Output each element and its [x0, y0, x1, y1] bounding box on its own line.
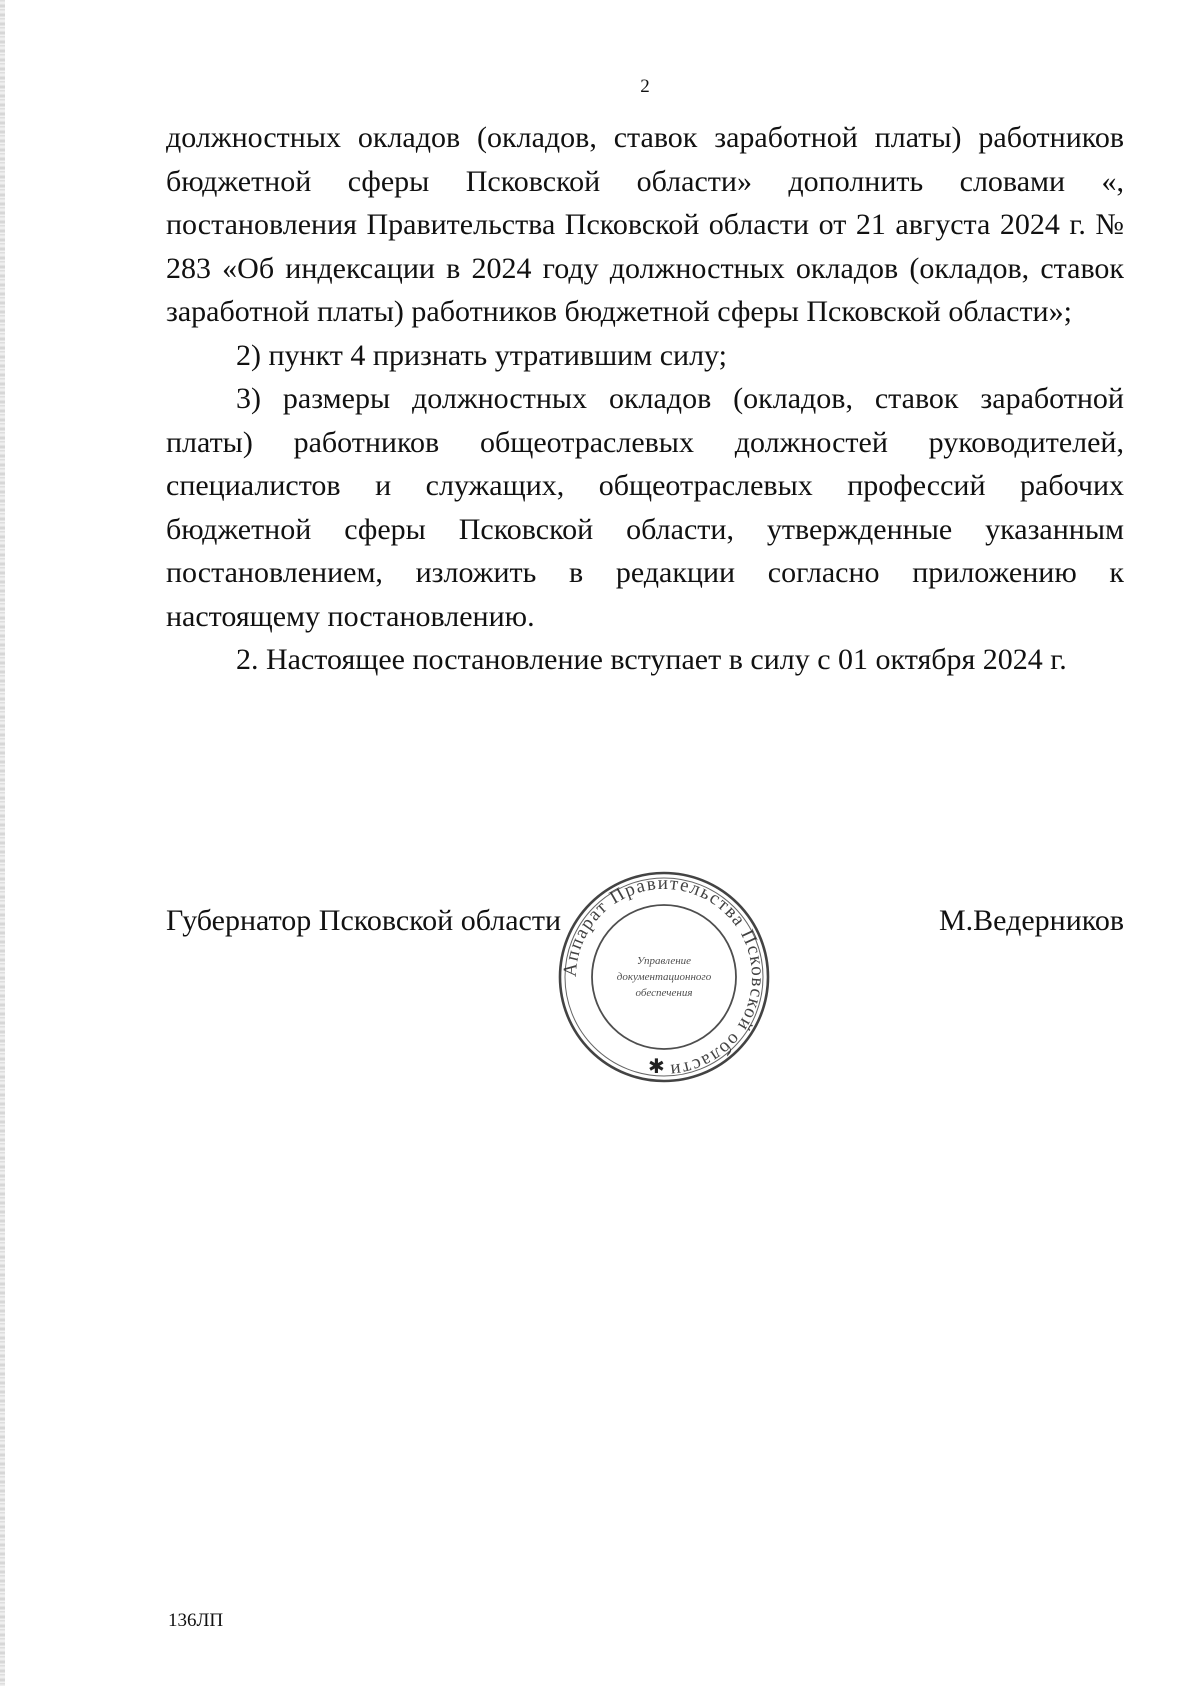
stamp-outer-text: Аппарат Правительства Псковской области — [559, 872, 769, 1081]
document-body — [166, 116, 1124, 682]
signatory-title: Губернатор Псковской области — [166, 904, 562, 937]
stamp-inner-line-1: Управление — [636, 955, 692, 967]
paragraph-continuation: должностных окладов (окладов, ставок заработной платы) работников бюджетной сферы Псковской области» дополнить словами «, постановления Правительства Псковской области от 21 августа 2024 г. № 283 «Об индексации в 2024 году должностных окладов (окладов, ставок заработной платы) работников бюджетной сферы Псковской области»; — [166, 121, 1124, 328]
footer-code: 136ЛП — [168, 1610, 224, 1631]
official-seal-stamp — [549, 868, 779, 1086]
stamp-inner-line-2: документационного — [616, 971, 712, 983]
signatory-name: М.Ведерников — [938, 904, 1124, 937]
paragraph-item-3: 3) размеры должностных окладов (окладов, ставок заработной платы) работников общеотраслевых должностей руководителей, специалистов и служащих, общеотраслевых профессий рабочих бюджетной сферы Псковской области, утвержденные указанным постановлением, изложить в редакции согласно приложению к настоящему постановлению. — [166, 382, 1124, 633]
scan-edge — [0, 0, 5, 1686]
stamp-star-icon: ✱ — [648, 1054, 665, 1078]
paragraph-item-2: 2) пункт 4 признать утратившим силу; — [236, 338, 728, 372]
page-number: 2 — [640, 76, 650, 97]
paragraph-effective-date: 2. Настоящее постановление вступает в силу с 01 октября 2024 г. — [236, 643, 1067, 676]
stamp-inner-line-3: обеспечения — [635, 987, 693, 999]
